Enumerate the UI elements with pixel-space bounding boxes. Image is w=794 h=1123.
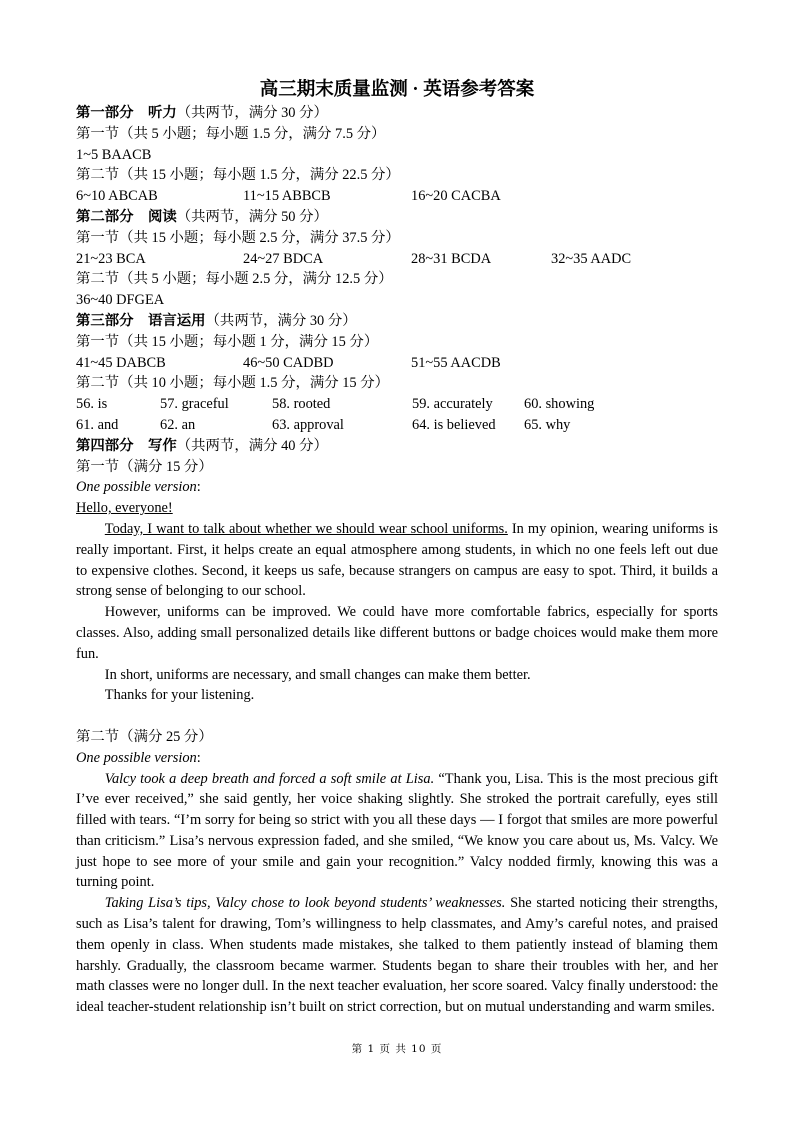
story-lead-sentence: Taking Lisa’s tips, Valcy chose to look beyond students’ weaknesses. — [104, 895, 506, 912]
answer-group: 16~20 CACBA — [411, 188, 501, 205]
part2-section1: 第一节（共 15 小题；每小题 2.5 分，满分 37.5 分） — [76, 229, 400, 246]
part2-section1-answers — [76, 249, 718, 270]
part1-section1-answers: 1~5 BAACB — [76, 146, 152, 163]
greeting-text: Hello, everyone! — [76, 500, 173, 517]
answer-key-page — [76, 78, 718, 1018]
story-paragraph — [76, 893, 718, 1018]
part1-heading: 第一部分 听力 — [76, 105, 177, 121]
speech-greeting — [76, 498, 718, 519]
blank-answer: 60. showing — [524, 396, 595, 413]
part3-section1-answers — [76, 353, 718, 374]
story-lead-sentence: Valcy took a deep breath and forced a soft smile at Lisa. — [104, 770, 435, 787]
spacer — [76, 706, 718, 727]
part2-section2-answers: 36~40 DFGEA — [76, 292, 165, 309]
topic-sentence: Today, I want to talk about whether we should wear school uniforms. — [104, 520, 508, 537]
part4-heading-note: （共两节，满分 40 分） — [176, 437, 328, 454]
part1-section2: 第二节（共 15 小题；每小题 1.5 分，满分 22.5 分） — [76, 167, 400, 184]
speech-closing: Thanks for your listening. — [104, 687, 255, 704]
blank-answer: 59. accurately — [412, 396, 493, 413]
blank-answer: 57. graceful — [160, 396, 229, 413]
version-label: One possible version — [76, 749, 197, 766]
version-label-line — [76, 477, 718, 498]
page-footer: 第 1 页 共 10 页 — [351, 1043, 443, 1055]
answer-group: 21~23 BCA — [76, 250, 146, 267]
blank-answer: 65. why — [524, 416, 571, 433]
part1-section2-answers — [76, 186, 718, 207]
part3-section2: 第二节（共 10 小题；每小题 1.5 分，满分 15 分） — [76, 375, 389, 392]
speech-paragraph: In short, uniforms are necessary, and small changes can make them better. — [104, 666, 531, 683]
blank-answer: 62. an — [160, 416, 196, 433]
blank-answer: 56. is — [76, 396, 108, 413]
part3-section1: 第一节（共 15 小题；每小题 1 分，满分 15 分） — [76, 333, 379, 350]
version-label: One possible version — [76, 479, 197, 496]
speech-paragraph: However, uniforms can be improved. We could have more comfortable fabrics, especially for sports classes. Also, adding small personalized details like different buttons or badge choices would make them more fun. — [76, 604, 718, 662]
version-label-line — [76, 748, 718, 769]
answer-group: 11~15 ABBCB — [243, 188, 331, 205]
paragraph-body: “Thank you, Lisa. This is the most precious gift I’ve ever received,” she said gently, her voice shaking slightly. She stroked the portrait carefully, eyes still filled with tears. “I’m sorry for being so strict with you all these days — I forgot that smiles are more powerful than criticism.” Lisa’s nervous expression faded, and she smiled, “We know you care about us, Ms. Valcy. We just hope to see more of your smile and gain your recognition.” Valcy nodded firmly, knowing this was a turning point. — [76, 770, 718, 891]
part1-heading-line — [76, 103, 718, 124]
blank-answer: 58. rooted — [272, 396, 331, 413]
part2-heading-line — [76, 207, 718, 228]
blank-answer: 63. approval — [272, 416, 344, 433]
version-colon: : — [196, 479, 201, 496]
answer-group: 24~27 BDCA — [243, 250, 324, 267]
speech-paragraph — [76, 519, 718, 602]
part3-row2 — [76, 415, 718, 436]
part3-row1 — [76, 394, 718, 415]
story-paragraph — [76, 769, 718, 894]
part4-section2: 第二节（满分 25 分） — [76, 728, 213, 745]
part3-heading-note: （共两节，满分 30 分） — [205, 312, 357, 329]
answer-group: 28~31 BCDA — [411, 250, 492, 267]
page-title: 高三期末质量监测 · 英语参考答案 — [259, 80, 535, 100]
part2-heading-note: （共两节，满分 50 分） — [176, 208, 328, 225]
part1-section1: 第一节（共 5 小题；每小题 1.5 分，满分 7.5 分） — [76, 125, 386, 142]
part4-heading-line — [76, 436, 718, 457]
answer-group: 51~55 AACDB — [411, 354, 501, 371]
part4-heading: 第四部分 写作 — [76, 437, 177, 454]
answer-group: 6~10 ABCAB — [76, 188, 158, 205]
answer-group: 46~50 CADBD — [243, 354, 334, 371]
blank-answer: 64. is believed — [412, 416, 496, 433]
part4-section1: 第一节（满分 15 分） — [76, 458, 213, 475]
answer-group: 32~35 AADC — [551, 250, 632, 267]
paragraph-body: In my opinion, wearing uniforms is really important. First, it helps create an equal atmosphere among students, in which no one feels left out due to expensive clothes. Second, it keeps us safe, because strangers on campus are easy to spot. Third, it builds a strong sense of belonging to our school. — [76, 520, 718, 600]
part2-section2: 第二节（共 5 小题；每小题 2.5 分，满分 12.5 分） — [76, 271, 393, 288]
part3-heading: 第三部分 语言运用 — [76, 312, 206, 329]
version-colon: : — [196, 749, 201, 766]
part1-heading-note: （共两节，满分 30 分） — [176, 105, 328, 121]
paragraph-body: She started noticing their strengths, such as Lisa’s talent for drawing, Tom’s willingness to help classmates, and Amy’s careful notes, and praised them openly in class. When students made mistakes, she talked to them patiently instead of blaming them harshly. Gradually, the classroom became warmer. Students began to share their troubles with her, and her math classes were no longer dull. In the next teacher evaluation, her score soared. Valcy finally understood: the ideal teacher-student relationship isn’t built on strict correction, but on mutual understanding and warm smiles. — [76, 895, 718, 1016]
blank-answer: 61. and — [76, 416, 119, 433]
answer-group: 41~45 DABCB — [76, 354, 166, 371]
part2-heading: 第二部分 阅读 — [76, 208, 177, 225]
part3-heading-line — [76, 311, 718, 332]
